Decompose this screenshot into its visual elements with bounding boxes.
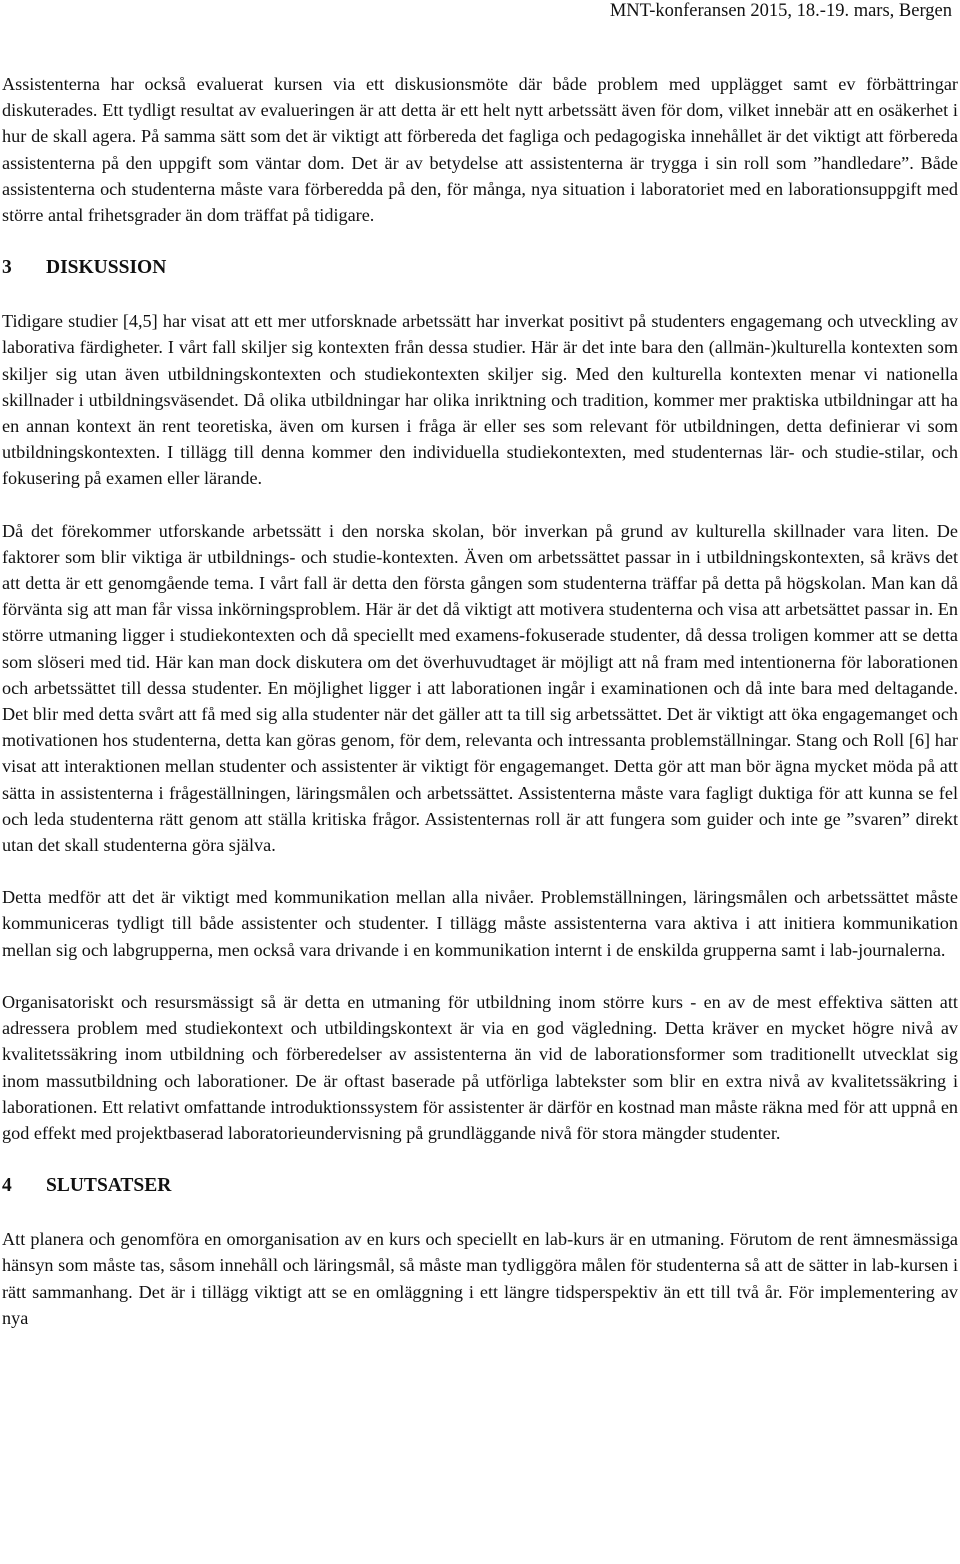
section-heading-slutsatser (2, 1173, 958, 1199)
document-body (2, 71, 958, 1331)
paragraph: Organisatoriskt och resursmässigt så är detta en utmaning för utbildning inom större kurs - en av de mest effektiva sätten att adressera problem med studiekontext och utbildingskontext är via en god vägledning. Detta kräver en mycket högre nivå av kvalitetssäkring inom utbildning och förberedelser av assistenterna än vid de laborationsformer som traditionellt utvecklat sig inom massutbildning och laborationer. De är oftast baserade på utförliga labtekster som blir en extra nivå av kvalitetssäkring i laborationen. Ett relativt omfattande introduktionssystem för assistenter är därför en kostnad man måste räkna med för att uppnå en god effekt med projektbaserad laboratorieundervisning på grundläggande nivå för stora mängder studenter. (2, 991, 958, 1143)
paragraph: Detta medför att det är viktigt med kommunikation mellan alla nivåer. Problemställningen, läringsmålen och arbetssättet måste kommuniceras tydligt till både assistenter och studenter. I tillägg måste assistenterna vara aktiva i att initiera kommunikation mellan sig och labgrupperna, men också vara drivande i en kommunikation internt i de enskilda grupperna samt i lab-journalerna. (2, 887, 958, 960)
paragraph: Tidigare studier [4,5] har visat att ett mer utforsknade arbetssätt har inverkat positivt på studenters engagemang och utveckling av laborativa färdigheter. I vårt fall skiljer sig kontexten från dessa studier. Här är det inte bara den (allmän-)kulturella kontexten som skiljer sig utan även utbildningskontexten och studiekontexten skiljer sig. Med den kulturella kontexten menar vi nationella skillnader i utbildningsväsendet. Då olika utbildningar har olika inriktning och tradition, kommer mer praktiska utbildningar att ha en annan kontext än rent teoretiska, även om kursen i fråga är eller ses som relevant för utbildningen, detta definierar vi som utbildningskontexten. I tillägg till denna kommer den individuella studiekontexten, med studenternas lär- och studie-stilar, och fokusering på examen eller lärande. (2, 311, 958, 489)
section-number: 3 (2, 257, 12, 279)
running-header: MNT-konferansen 2015, 18.-19. mars, Bergen (609, 1, 952, 21)
section-title: SLUTSATSER (46, 1175, 172, 1197)
section-number: 4 (2, 1175, 12, 1197)
section-title: DISKUSSION (46, 257, 167, 279)
paragraph: Då det förekommer utforskande arbetssätt i den norska skolan, bör inverkan på grund av kulturella skillnader vara liten. De faktorer som blir viktiga är utbildnings- och studie-kontexten. Även om arbetssättet passar in i utbildningskontexten, så krävs det att detta är ett genomgående tema. I vårt fall är detta den första gången som studenterna träffar på detta på högskolan. Man kan då förvänta sig att man får vissa inkörningsproblem. Här är det då viktigt att motivera studenterna och visa att arbetsättet passar in. En större utmaning ligger i studiekontexten och då speciellt med examens-fokuserade studenter, då dessa troligen kommer att se detta som slöseri med tid. Här kan man dock diskutera om det överhuvudtaget är möjligt att nå fram med intentionerna för laborationen och arbetssättet till dessa studenter. En möjlighet ligger i att laborationen ingår i examinationen och då inte bara med deltagande. Det blir med detta svårt att få med sig alla studenter när det gäller att ta till sig arbetssättet. Det är viktigt att öka engagemanget och motivationen hos studenterna, detta kan göras genom, för dem, relevanta och intressanta problemställningar. Stang och Roll [6] har visat att interaktionen mellan studenter och assistenter är viktigt för engagemanget. Detta gör att man bör ägna mycket möda på att sätta in assistenterna i frågeställningen, läringsmålen och arbetssättet. Assistenterna måste vara fagligt duktiga för att kunna se fel och leda studenterna rätt genom att ställa kritiska frågor. Assistenternas roll är att fungera som guider och inte ge ”svaren” direkt utan det skall studenterna göra själva. (2, 520, 958, 856)
section-heading-diskussion (2, 255, 958, 281)
paragraph-intro: Assistenterna har också evaluerat kursen via ett diskusionsmöte där både problem med upplägget samt ev förbättringar diskuterades. Ett tydligt resultat av evalueringen är att detta är ett helt nytt arbetssätt även för dom, vilket innebär att en osäkerhet i hur de skall agera. På samma sätt som det är viktigt att förbereda det fagliga och pedagogiska innehållet är det viktigt att förbereda assistenterna på den uppgift som väntar dom. Det är av betydelse att assistenterna är trygga i sin roll som ”handledare”. Både assistenterna och studenterna måste vara förberedda på den, för många, nya situation i laboratoriet med en laborationsuppgift med större antal frihetsgrader än dom träffat på tidigare. (2, 74, 958, 226)
paragraph: Att planera och genomföra en omorganisation av en kurs och speciellt en lab-kurs är en utmaning. Förutom de rent ämnesmässiga hänsyn som måste tas, såsom innehåll och läringsmål, så måste man tydliggöra målen för studenterna så att de sätter in lab-kursen i rätt sammanhang. Det är i tillägg viktigt att se en omläggning i ett längre tidsperspektiv än ett till två år. För implementering av nya (2, 1229, 958, 1328)
